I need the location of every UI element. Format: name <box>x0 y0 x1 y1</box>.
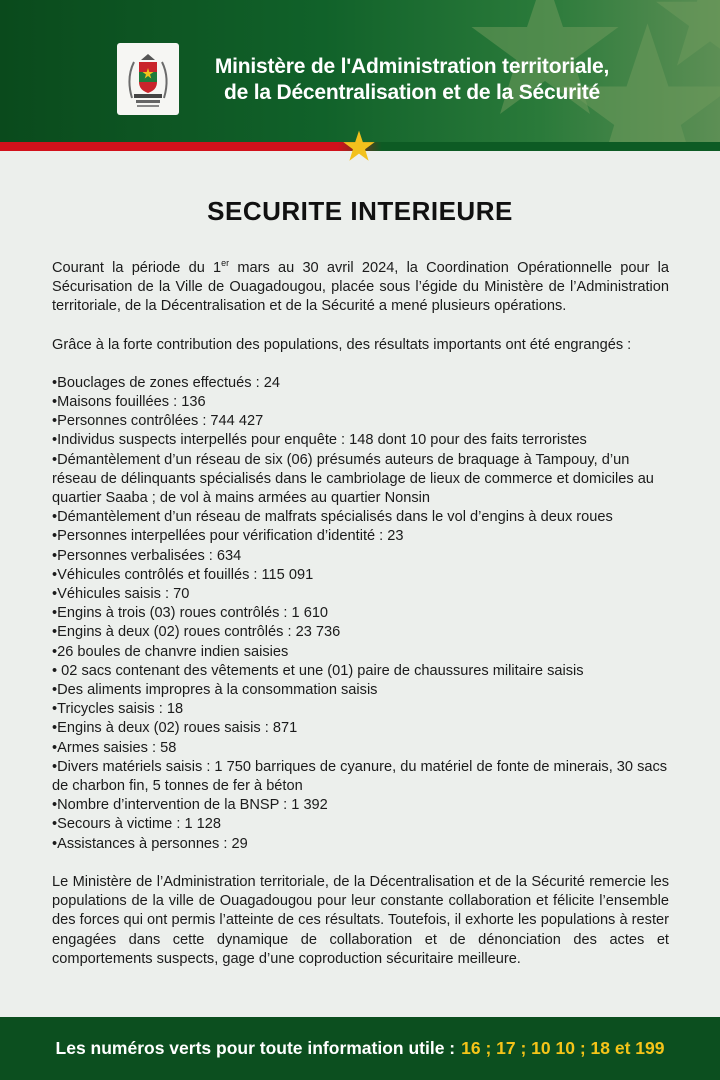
intro-paragraph <box>52 259 669 317</box>
ordinal-superscript: er <box>221 258 230 268</box>
footer-banner <box>0 1017 720 1080</box>
list-item: •Véhicules contrôlés et fouillés : 115 091 <box>52 566 314 583</box>
background-star-icon <box>655 0 720 70</box>
hotline-numbers: 16 ; 17 ; 10 10 ; 18 et 199 <box>461 1038 665 1058</box>
header-banner <box>0 0 720 142</box>
results-lead-paragraph: Grâce à la forte contribution des populations, des résultats importants ont été engrangés : <box>52 336 632 353</box>
list-item: •26 boules de chanvre indien saisies <box>52 643 289 660</box>
ministry-name <box>192 54 632 106</box>
list-item: •Engins à deux (02) roues contrôlés : 23 736 <box>52 624 341 641</box>
list-item: •Des aliments impropres à la consommation saisis <box>52 682 378 699</box>
list-item: • 02 sacs contenant des vêtements et une (01) paire de chaussures militaire saisis <box>52 662 584 679</box>
list-item: •Personnes interpellées pour vérification d’identité : 23 <box>52 528 404 545</box>
coat-of-arms-emblem <box>117 43 179 115</box>
results-list <box>52 374 669 854</box>
list-item: •Divers matériels saisis : 1 750 barriques de cyanure, du matériel de fonte de minerais, 30 sacs de charbon fin, 5 tonnes de fer à béton <box>52 758 668 795</box>
list-item: •Personnes contrôlées : 744 427 <box>52 413 264 430</box>
ministry-name-line-2: de la Décentralisation et de la Sécurité <box>224 81 600 104</box>
list-item: •Personnes verbalisées : 634 <box>52 547 242 564</box>
page-title: SECURITE INTERIEURE <box>207 196 513 226</box>
list-item: •Secours à victime : 1 128 <box>52 816 221 833</box>
list-item: •Engins à deux (02) roues saisis : 871 <box>52 720 298 737</box>
ministry-name-line-1: Ministère de l'Administration territoriale, <box>214 55 610 78</box>
article-body <box>52 259 669 969</box>
list-item: •Engins à trois (03) roues contrôlés : 1 610 <box>52 605 329 622</box>
gold-star-icon <box>342 130 376 162</box>
list-item: •Démantèlement d’un réseau de malfrats spécialisés dans le vol d’engins à deux roues <box>52 509 613 526</box>
intro-text-start: Courant la période du 1 <box>52 260 222 276</box>
list-item: •Démantèlement d’un réseau de six (06) présumés auteurs de braquage à Tampouy, d’un réseau de délinquants spécialisés dans le cambriolage de lieux de commerce et domiciles au quartier Saaba ; de vol à mains armées au quartier Nonsin <box>52 451 654 507</box>
list-item: •Individus suspects interpellés pour enquête : 148 dont 10 pour des faits terroristes <box>52 432 587 449</box>
list-item: •Assistances à personnes : 29 <box>52 835 248 852</box>
list-item: •Nombre d’intervention de la BNSP : 1 392 <box>52 797 328 814</box>
list-item: •Bouclages de zones effectués : 24 <box>52 374 280 391</box>
list-item: •Véhicules saisis : 70 <box>52 586 190 603</box>
closing-paragraph: Le Ministère de l’Administration territoriale, de la Décentralisation et de la Sécurité remercie les populations de la ville de Ouagadougou pour leur constante collaboration et félicite l’ensemble des forces qui ont permis l’atteinte de ces résultats. Toutefois, il exhorte les populations à rester engagées dans cette dynamique de collaboration et de dénonciation des actes et comportements suspects, gage d’une coproduction sécuritaire meilleure. <box>52 873 669 967</box>
hotline-label: Les numéros verts pour toute information utile : <box>55 1038 456 1058</box>
list-item: •Tricycles saisis : 18 <box>52 701 184 718</box>
list-item: •Armes saisies : 58 <box>52 739 177 756</box>
burkina-faso-coat-of-arms-icon <box>122 48 174 110</box>
list-item: •Maisons fouillées : 136 <box>52 394 206 411</box>
intro-text-end: mars au 30 avril 2024, la Coordination Opérationnelle pour la Sécurisation de la Ville de Ouagadougou, placée sous l’égide du Ministère de l’Administration territoriale, de la Décentralisation et de la Sécurité a mené plusieurs opérations. <box>52 260 669 315</box>
